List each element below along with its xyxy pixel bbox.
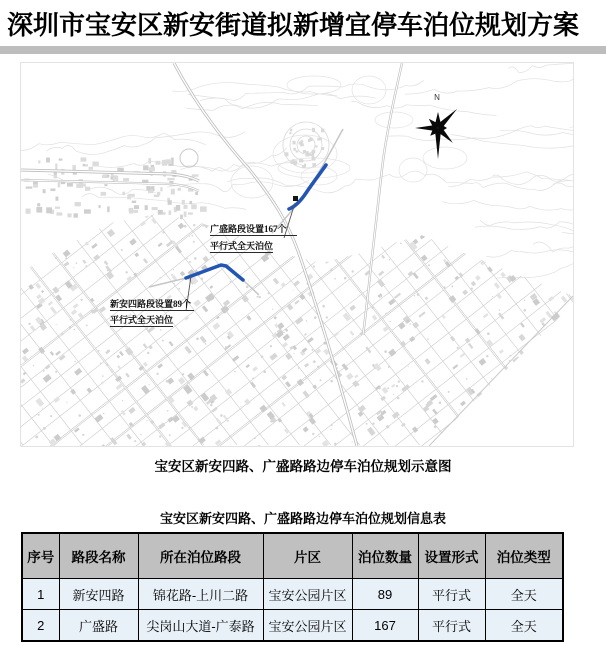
table-cell: 全天 (485, 610, 563, 642)
table-cell: 尖岗山大道-广泰路 (138, 610, 263, 642)
map-figure (20, 62, 574, 447)
annotation-xinan4-line1: 新安四路段设置89个 (110, 299, 194, 311)
page-title: 深圳市宝安区新安街道拟新增宜停车泊位规划方案 (7, 10, 580, 40)
annotation-guangsheng-line2: 平行式全天泊位 (210, 241, 274, 251)
planning-map-svg (21, 63, 573, 446)
column-header: 路段名称 (59, 533, 138, 579)
table-title: 宝安区新安四路、广盛路路边停车泊位规划信息表 (159, 511, 446, 526)
table-cell: 新安四路 (59, 579, 138, 610)
table-cell: 宝安公园片区 (263, 579, 352, 610)
compass-north-label: N (434, 93, 440, 102)
table-header-row (22, 533, 563, 579)
north-compass-icon (415, 93, 459, 159)
table-cell: 平行式 (418, 579, 485, 610)
table-cell: 广盛路 (59, 610, 138, 642)
table-cell: 167 (352, 610, 418, 642)
title-divider (0, 46, 606, 54)
column-header: 序号 (22, 533, 59, 579)
highlight-guangsheng-road (289, 165, 326, 209)
table-cell: 平行式 (418, 610, 485, 642)
table-cell: 89 (352, 579, 418, 610)
map-caption: 宝安区新安四路、广盛路路边停车泊位规划示意图 (154, 459, 452, 474)
annotation-xinan4-line2: 平行式全天泊位 (110, 315, 174, 325)
column-header: 泊位数量 (352, 533, 418, 579)
table-row (22, 610, 563, 642)
info-table (21, 532, 564, 642)
table-cell: 1 (22, 579, 59, 610)
annotation-guangsheng-line1: 广盛路段设置167个 (210, 224, 297, 236)
segment-marker-dot (293, 196, 298, 201)
table-cell: 锦花路-上川二路 (138, 579, 263, 610)
column-header: 所在泊位路段 (138, 533, 263, 579)
table-cell: 宝安公园片区 (263, 610, 352, 642)
info-table-wrap (21, 532, 564, 642)
column-header: 设置形式 (418, 533, 485, 579)
table-cell: 全天 (485, 579, 563, 610)
column-header: 片区 (263, 533, 352, 579)
table-row (22, 579, 563, 610)
column-header: 泊位类型 (485, 533, 563, 579)
table-cell: 2 (22, 610, 59, 642)
